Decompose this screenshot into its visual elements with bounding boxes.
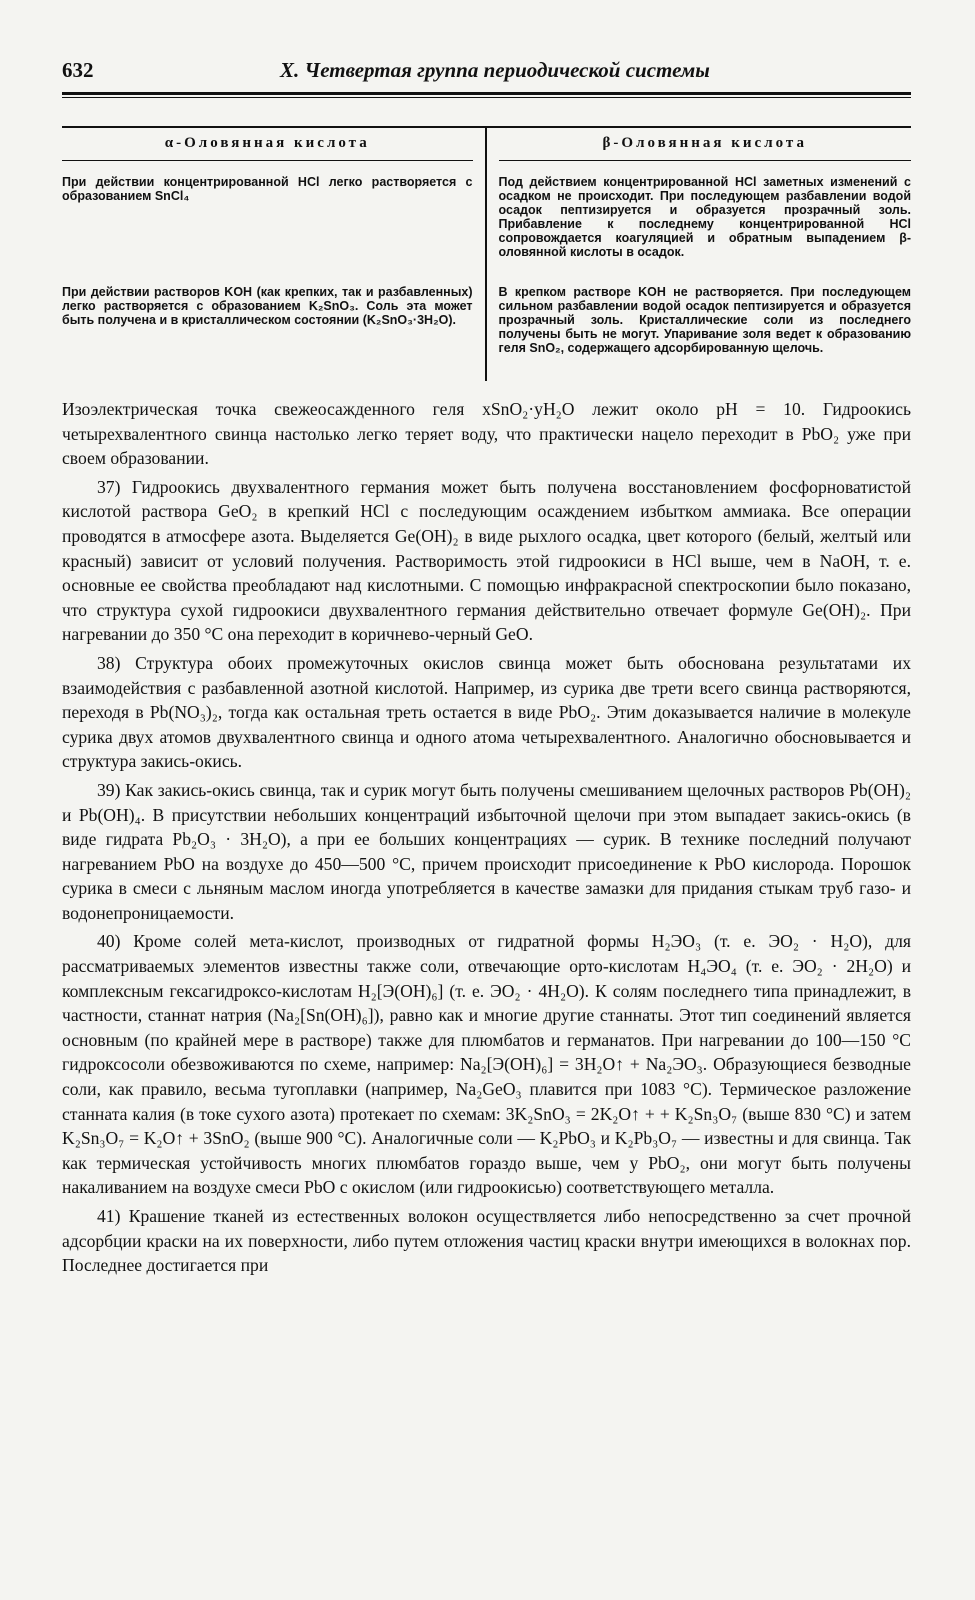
table-cell: При действии растворов KOH (как крепких, так и разбавленных) легко растворяется с образованием K₂SnO₃. Соль эта может быть получена и в кристаллическом состоянии (K₂SnO₃·3H₂O). [62,285,473,327]
table-cell: При действии концентрированной HCl легко растворяется с образованием SnCl₄ [62,175,473,203]
header-rule-thin [62,97,911,98]
table-column-alpha [62,128,487,381]
paragraph: 41) Крашение тканей из естественных волокон осуществляется либо непосредственно за счет прочной адсорбции краски на их поверхности, либо путем отложения частиц краски внутри имеющихся в волокнах пор. Последнее достигается при [62,1206,911,1276]
running-head [62,58,911,88]
table-header-alpha: α-Оловянная кислота [62,128,473,161]
paragraph: 40) Кроме солей мета-кислот, производных от гидратной формы H₂ЭO₃ (т. е. ЭO₂ · H₂O), для рассматриваемых элементов известны также соли, отвечающие орто-кислотам H₄ЭO₄ (т. е. ЭO₂ · 2H₂O) и комплексным гексагидроксо-кислотам H₂[Э(OH)₆] (т. е. ЭO₂ · 4H₂O). К солям последнего типа принадлежит, в частности, станнат натрия (Na₂[Sn(OH)₆]), равно как и многие другие станнаты. Этот тип соединений является основным (по крайней мере в растворе) также для плюмбатов и германатов. При нагревании до 100—150 °C гидроксосоли обезвоживаются по схеме, например: Na₂[Э(OH)₆] = 3H₂O↑ + Na₂ЭO₃. Образующиеся безводные соли, как правило, весьма тугоплавки (например, Na₂GeO₃ плавится при 1083 °C). Термическое разложение станната калия (в токе сухого азота) протекает по схемам: 3K₂SnO₃ = 2K₂O↑ + + K₂Sn₃O₇ (выше 830 °C) и затем K₂Sn₃O₇ = K₂O↑ + 3SnO₂ (выше 900 °C). Аналогичные соли — K₂PbO₃ и K₂Pb₃O₇ — известны и для свинца. Так как термическая устойчивость многих плюмбатов гораздо выше, чем у PbO₂, они могут быть получены накаливанием на воздухе смеси PbO с окислом (или гидроокисью) соответствующего металла. [62,931,912,1198]
table-column-beta [487,128,912,381]
table-cell: Под действием концентрированной HCl заметных изменений с осадком не происходит. При последующем разбавлении водой осадок пептизируется и образуется прозрачный золь. Прибавление к последнему концентрированной HCl сопровождается коагуляцией и обратным выпадением β-оловянной кислоты в осадок. [498,175,911,259]
comparison-table [62,126,911,381]
paragraph: 38) Структура обоих промежуточных окислов свинца может быть обоснована результатами их взаимодействия с разбавленной азотной кислотой. Например, из сурика две трети всего свинца растворяются, переходя в Pb(NO₃)₂, тогда как остальная треть остается в виде PbO₂. Этим доказывается наличие в молекуле сурика двух атомов двухвалентного свинца и одного атома четырехвалентного. Аналогично обосновывается и структура закись-окись. [62,652,911,772]
body-text [62,397,911,1278]
paragraph: 37) Гидроокись двухвалентного германия может быть получена восстановлением фосфорноватистой кислотой раствора GeO₂ в крепкий HCl с последующим осаждением избытком аммиака. Все операции проводятся в атмосфере азота. Выделяется Ge(OH)₂ в виде рыхлого осадка, цвет которого (белый, желтый или красный) зависит от условий получения. Растворимость этой гидроокиси в HCl выше, чем в NaOH, т. е. основные ее свойства преобладают над кислотными. С помощью инфракрасной спектроскопии было показано, что структура сухой гидроокиси двухвалентного германия действительно отвечает формуле Ge(OH)₂. При нагревании до 350 °C она переходит в коричнево-черный GeO. [62,476,911,645]
page-number: 632 [62,58,94,82]
table-header-beta: β-Оловянная кислота [499,128,912,161]
header-rule-thick [62,92,911,95]
paragraph: Изоэлектрическая точка свежеосажденного геля xSnO₂·yH₂O лежит около pH = 10. Гидроокись четырехвалентного свинца настолько легко теряет воду, что практически нацело переходит в PbO₂ уже при своем образовании. [62,399,911,469]
chapter-title: X. Четвертая группа периодической системы [280,58,710,82]
paragraph: 39) Как закись-окись свинца, так и сурик могут быть получены смешиванием щелочных растворов Pb(OH)₂ и Pb(OH)₄. В присутствии небольших концентраций избыточной щелочи при этом выпадает закись-окись (в виде гидрата Pb₂O₃ · 3H₂O), а при ее больших концентрациях — сурик. В технике последний получают нагреванием PbO на воздухе до 450—500 °C, причем происходит присоединение к PbO кислорода. Порошок сурика в смеси с льняным маслом иногда употребляется в качестве замазки для придания стыкам труб газо- и водонепроницаемости. [62,779,911,923]
table-cell: В крепком растворе KOH не растворяется. При последующем сильном разбавлении водой осадок пептизируется и образуется прозрачный золь. Кристаллические соли из последнего получены быть не могут. Упаривание золя ведет к образованию геля SnO₂, содержащего адсорбированную щелочь. [498,285,911,355]
